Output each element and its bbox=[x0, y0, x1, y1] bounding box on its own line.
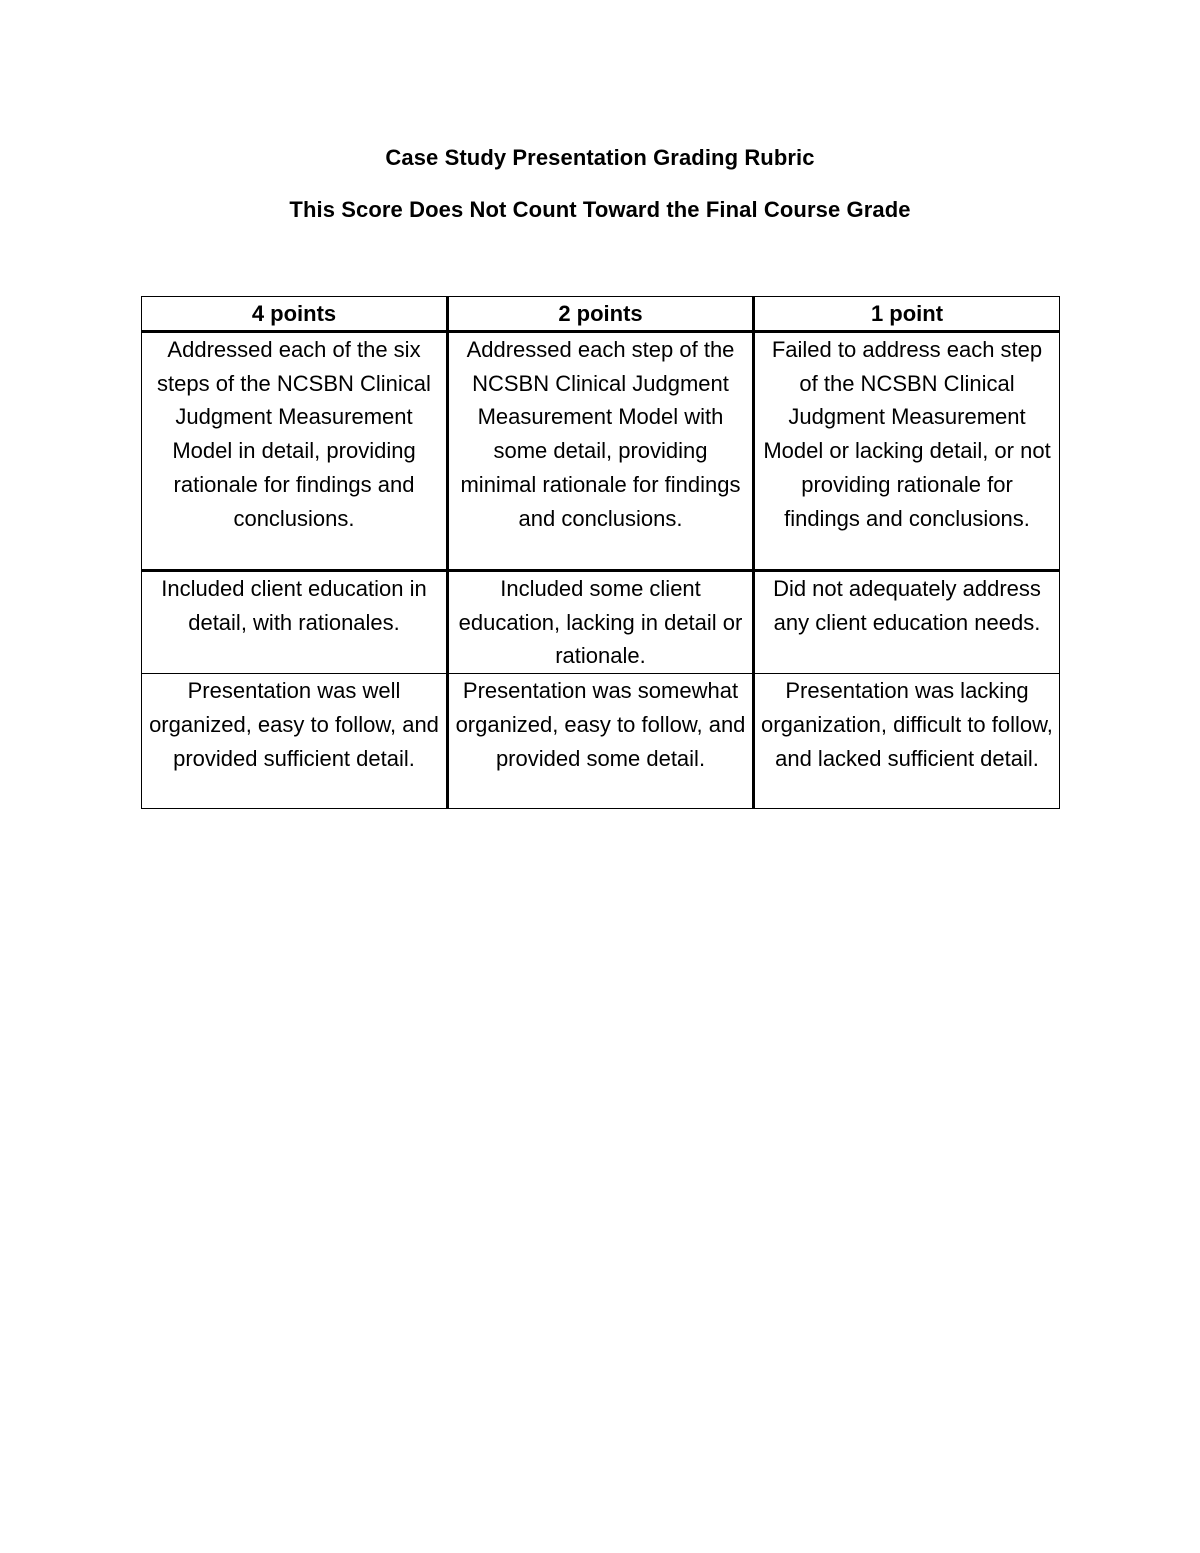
rubric-cell: Presentation was lacking organization, difficult to follow, and lacked sufficient detail. bbox=[754, 674, 1060, 809]
rubric-row-clinical-judgment bbox=[142, 332, 1060, 571]
rubric-row-presentation bbox=[142, 674, 1060, 809]
rubric-cell: Presentation was well organized, easy to follow, and provided sufficient detail. bbox=[142, 674, 448, 809]
document-subtitle: This Score Does Not Count Toward the Final Course Grade bbox=[289, 197, 911, 222]
header-1-point: 1 point bbox=[754, 297, 1060, 332]
rubric-row-client-education bbox=[142, 571, 1060, 674]
rubric-cell: Addressed each of the six steps of the NCSBN Clinical Judgment Measurement Model in detail, providing rationale for findings and conclusions. bbox=[142, 332, 448, 571]
rubric-header-row bbox=[142, 297, 1060, 332]
rubric-cell: Presentation was somewhat organized, easy to follow, and provided some detail. bbox=[448, 674, 754, 809]
rubric-cell: Included some client education, lacking in detail or rationale. bbox=[448, 571, 754, 674]
header-4-points: 4 points bbox=[142, 297, 448, 332]
header-2-points: 2 points bbox=[448, 297, 754, 332]
rubric-cell: Did not adequately address any client education needs. bbox=[754, 571, 1060, 674]
document-title: Case Study Presentation Grading Rubric bbox=[385, 145, 815, 170]
rubric-cell: Failed to address each step of the NCSBN Clinical Judgment Measurement Model or lacking detail, or not providing rationale for findings and conclusions. bbox=[754, 332, 1060, 571]
rubric-cell: Included client education in detail, with rationales. bbox=[142, 571, 448, 674]
rubric-table bbox=[141, 296, 1060, 809]
rubric-cell: Addressed each step of the NCSBN Clinical Judgment Measurement Model with some detail, providing minimal rationale for findings and conclusions. bbox=[448, 332, 754, 571]
